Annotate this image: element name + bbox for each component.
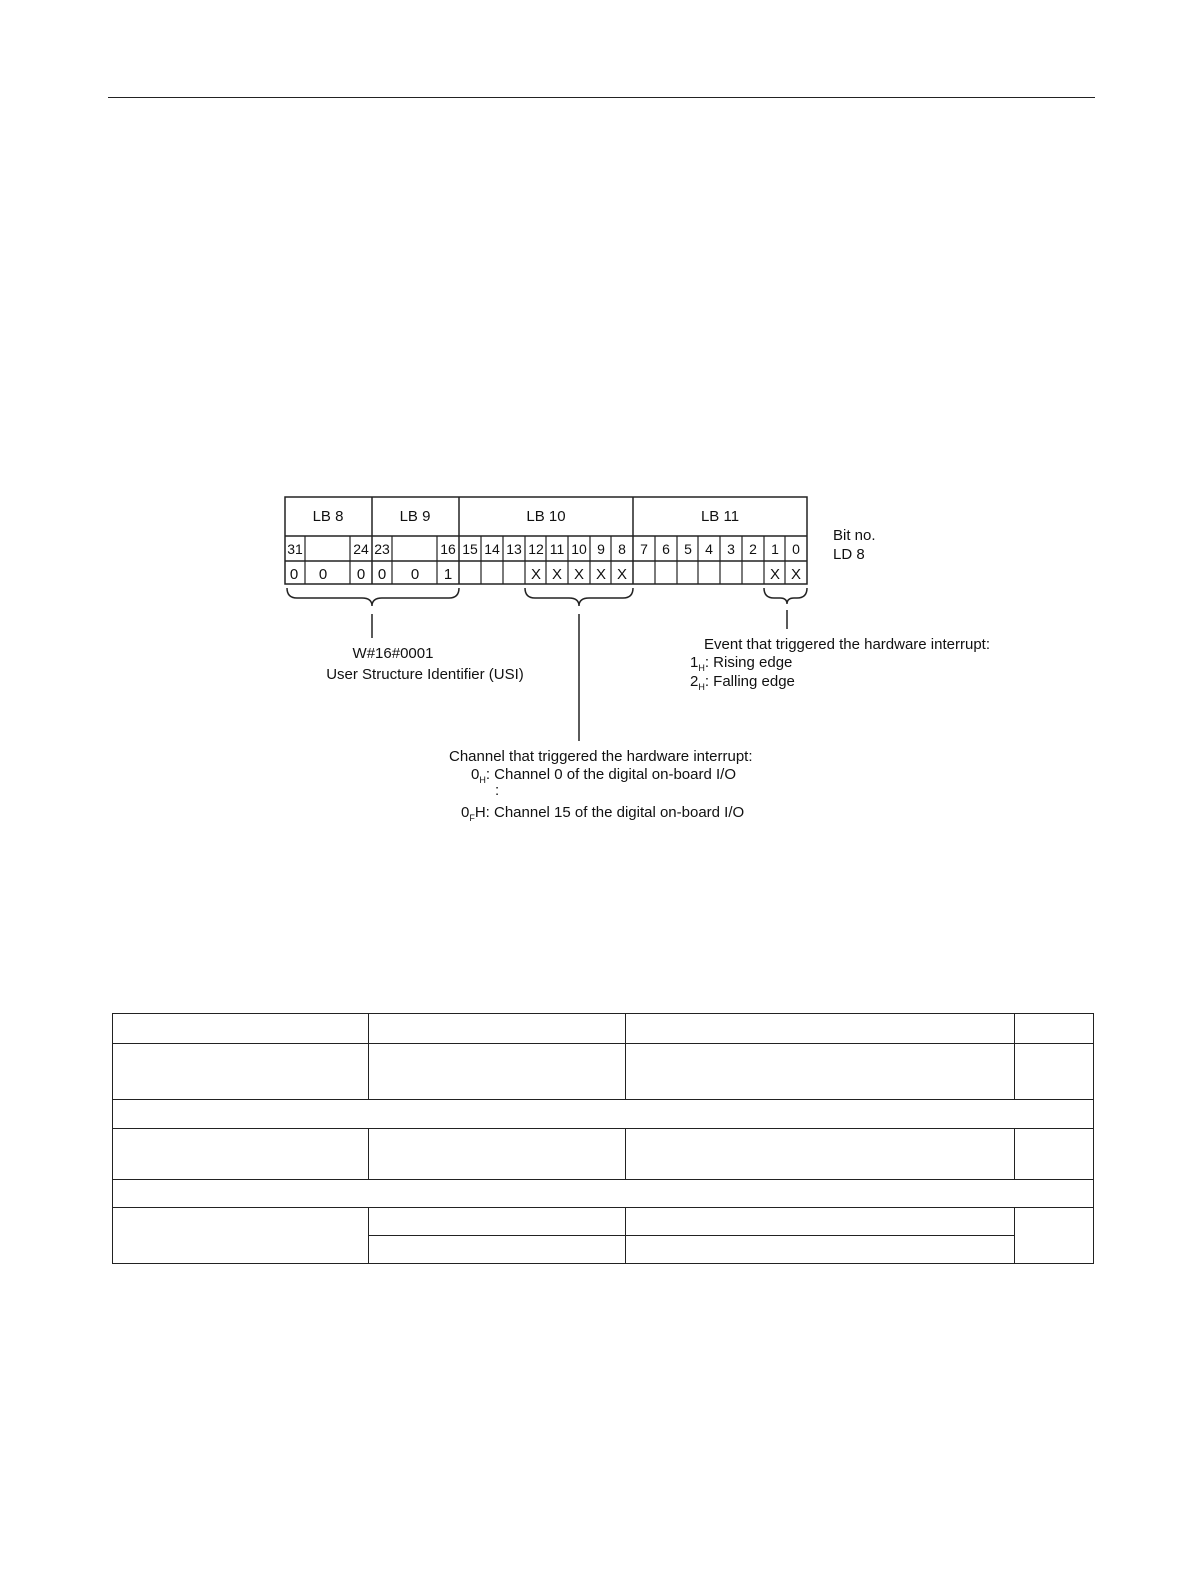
table-cell <box>369 1236 626 1264</box>
ld8-label: LD 8 <box>833 546 865 563</box>
bit-number: 14 <box>484 541 500 557</box>
bit-number: 0 <box>792 541 800 557</box>
table-section-row <box>113 1180 1094 1208</box>
bit-number: 15 <box>462 541 478 557</box>
channel-brace <box>525 588 633 606</box>
table-cell <box>1015 1208 1094 1264</box>
bit-value: X <box>790 566 802 583</box>
table-cell <box>1015 1129 1094 1180</box>
bit-number: 23 <box>374 541 390 557</box>
bit-number: 3 <box>727 541 735 557</box>
bit-value: 0 <box>356 566 366 583</box>
table-cell <box>1015 1014 1094 1044</box>
bit-number: 10 <box>571 541 587 557</box>
channel-ellipsis: : <box>495 782 500 799</box>
table-cell <box>1015 1044 1094 1100</box>
table-cell <box>626 1236 1015 1264</box>
bit-number: 8 <box>618 541 626 557</box>
bit-number: 13 <box>506 541 522 557</box>
bit-value: 0 <box>377 566 387 583</box>
usi-description: User Structure Identifier (USI) <box>326 666 524 683</box>
event-title: Event that triggered the hardware interrupt: <box>704 636 990 653</box>
table-cell <box>626 1129 1015 1180</box>
bit-number: 9 <box>597 541 605 557</box>
table-row <box>113 1129 1094 1180</box>
table-cell <box>113 1044 369 1100</box>
table-section-row <box>113 1100 1094 1129</box>
bit-number: 4 <box>705 541 713 557</box>
parameter-table <box>112 1013 1094 1264</box>
table-section-cell <box>113 1180 1094 1208</box>
table-cell <box>369 1208 626 1236</box>
channel-15: $0_FH$: Channel 15 of the digital on-board I/O <box>461 804 745 823</box>
bit-value: X <box>616 566 628 583</box>
bit-number: 16 <box>440 541 456 557</box>
table-row <box>113 1044 1094 1100</box>
table-cell <box>369 1129 626 1180</box>
bit-value: 0 <box>289 566 299 583</box>
channel-title: Channel that triggered the hardware interrupt: <box>449 748 753 765</box>
table-cell <box>369 1014 626 1044</box>
bit-number: 11 <box>549 541 565 557</box>
table-row <box>113 1014 1094 1044</box>
bit-value: X <box>573 566 585 583</box>
bit-number: 7 <box>640 541 648 557</box>
bit-value: X <box>769 566 781 583</box>
table-section-cell <box>113 1100 1094 1129</box>
event-brace <box>764 588 807 604</box>
table-cell <box>626 1208 1015 1236</box>
bit-value: X <box>551 566 563 583</box>
bit-number: 24 <box>353 541 369 557</box>
channel-0: $0_H$: Channel 0 of the digital on-board I/O <box>471 766 737 785</box>
event-falling-edge: $2_H$: Falling edge <box>690 673 795 692</box>
bit-value: X <box>595 566 607 583</box>
usi-code: W#16#0001 <box>352 645 434 662</box>
table-cell <box>626 1014 1015 1044</box>
table-cell <box>369 1044 626 1100</box>
bit-value: X <box>530 566 542 583</box>
byte-header-lb10: LB 10 <box>526 508 566 525</box>
table-cell <box>113 1014 369 1044</box>
event-rising-edge: $1_H$: Rising edge <box>690 654 793 673</box>
bit-number: 12 <box>528 541 544 557</box>
bit-value: 1 <box>443 566 453 583</box>
table-cell <box>113 1208 369 1264</box>
table-cell <box>113 1129 369 1180</box>
bit-number: 5 <box>684 541 692 557</box>
bit-value: 0 <box>410 566 420 583</box>
bit-value: 0 <box>318 566 328 583</box>
bit-number: 6 <box>662 541 670 557</box>
byte-header-lb8: LB 8 <box>312 508 344 525</box>
table-row <box>113 1208 1094 1236</box>
byte-header-lb11: LB 11 <box>700 508 740 525</box>
table-cell <box>626 1044 1015 1100</box>
bit-no-label: Bit no. <box>833 527 876 544</box>
bit-number: 2 <box>749 541 757 557</box>
byte-header-lb9: LB 9 <box>399 508 431 525</box>
bit-number: 1 <box>771 541 779 557</box>
usi-brace <box>287 588 459 606</box>
bit-number: 31 <box>287 541 303 557</box>
